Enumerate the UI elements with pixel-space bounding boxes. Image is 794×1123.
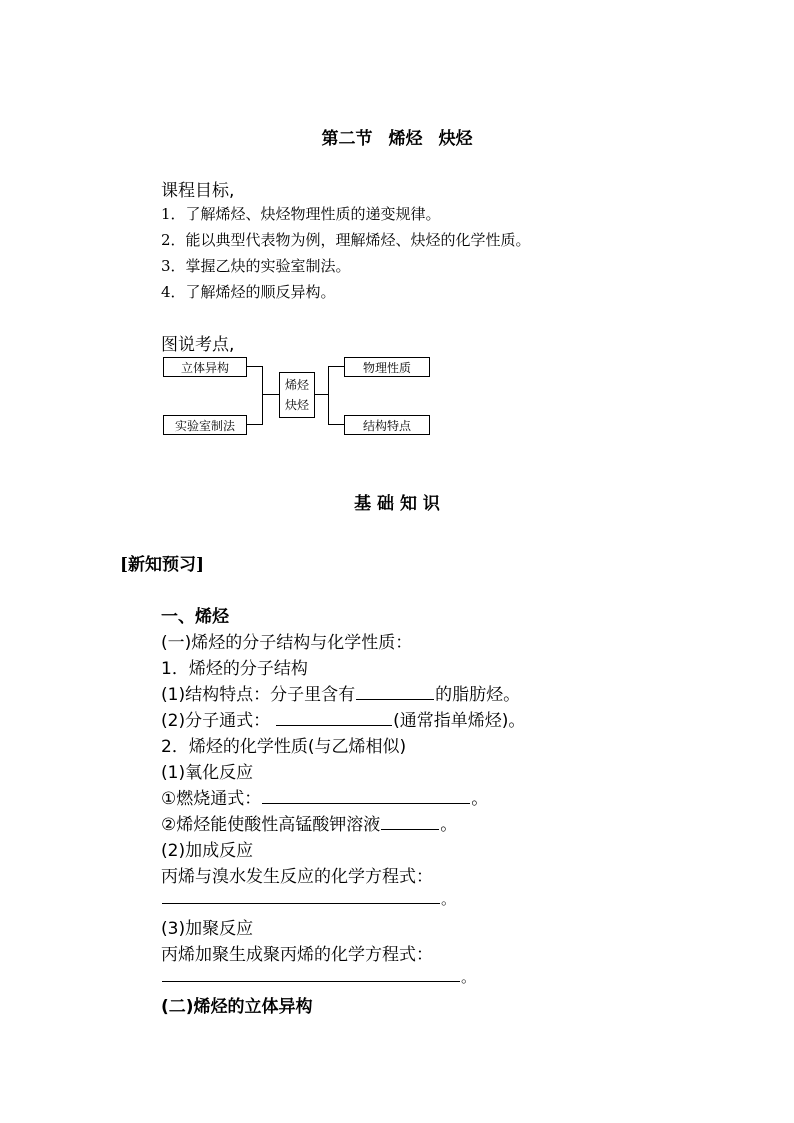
- point-addition: (2)加成反应: [161, 841, 254, 861]
- title-section-number: 第二节: [321, 129, 373, 149]
- box-stereoisomerism: [163, 357, 247, 377]
- preview-label: [新知预习]: [120, 555, 205, 575]
- point-chemical-properties: 2．烯烃的化学性质(与乙烯相似): [161, 737, 407, 757]
- box-label: 立体异构: [180, 360, 229, 375]
- connector-line: [262, 366, 263, 425]
- text-segment: 。: [440, 815, 458, 835]
- text-segment: 。: [471, 789, 489, 809]
- connector-line: [328, 424, 344, 425]
- box-label: 结构特点: [362, 418, 411, 433]
- objective-item: 4．了解烯烃的顺反异构。: [161, 283, 336, 301]
- line-polypropylene: 丙烯加聚生成聚丙烯的化学方程式：: [161, 945, 433, 965]
- box-label: 烯烃: [284, 378, 309, 392]
- section-title: 基 础 知 识: [354, 494, 440, 514]
- text-segment: ①燃烧通式：: [161, 789, 262, 809]
- connector-line: [328, 366, 344, 367]
- title-alkenes: 烯烃: [388, 129, 423, 149]
- line-structural-features: [161, 680, 520, 705]
- page-title: [0, 124, 794, 149]
- text-segment: 。: [441, 890, 457, 908]
- text-segment: (2)分子通式：: [161, 711, 271, 731]
- text-segment: (1)结构特点：分子里含有: [161, 685, 356, 705]
- subheading-structure-properties: (一)烯烃的分子结构与化学性质：: [161, 633, 413, 653]
- text-segment: ②烯烃能使酸性高锰酸钾溶液: [161, 815, 381, 835]
- objective-item: 2．能以典型代表物为例，理解烯烃、炔烃的化学性质。: [161, 231, 531, 249]
- subheading-stereoisomerism: (二)烯烃的立体异构: [161, 997, 313, 1017]
- line-equation-blank-1: [161, 888, 456, 909]
- box-lab-preparation: [163, 415, 247, 435]
- box-structural-features: [344, 415, 430, 435]
- fill-blank[interactable]: [262, 802, 470, 804]
- text-segment: 。: [461, 968, 477, 986]
- line-equation-blank-2: [161, 966, 476, 987]
- fill-blank[interactable]: [162, 902, 440, 904]
- box-label: 实验室制法: [174, 418, 235, 433]
- line-bromine-water: 丙烯与溴水发生反应的化学方程式：: [161, 867, 433, 887]
- fill-blank[interactable]: [162, 980, 460, 982]
- point-polymerization: (3)加聚反应: [161, 919, 254, 939]
- fill-blank[interactable]: [276, 724, 392, 726]
- fill-blank[interactable]: [356, 698, 434, 700]
- text-segment: (通常指单烯烃)。: [393, 711, 526, 731]
- connector-line: [246, 366, 262, 367]
- line-permanganate: [161, 810, 457, 835]
- connector-line: [246, 424, 262, 425]
- objectives-heading: 课程目标,: [161, 181, 235, 201]
- line-combustion-formula: [161, 784, 488, 809]
- fill-blank[interactable]: [381, 828, 439, 830]
- point-oxidation: (1)氧化反应: [161, 763, 254, 783]
- box-physical-properties: [344, 357, 430, 377]
- connector-line: [328, 366, 329, 425]
- diagram-heading: 图说考点,: [161, 335, 235, 355]
- title-alkynes: 炔烃: [438, 129, 473, 149]
- box-alkenes-alkynes: [279, 372, 315, 418]
- heading-alkenes: 一、烯烃: [161, 607, 229, 627]
- connector-line: [314, 394, 328, 395]
- text-segment: 的脂肪烃。: [435, 685, 521, 705]
- point-molecular-structure: 1．烯烃的分子结构: [161, 659, 308, 679]
- connector-line: [262, 394, 279, 395]
- box-label: 炔烃: [284, 398, 309, 412]
- box-label: 物理性质: [362, 360, 411, 375]
- objective-item: 3．掌握乙炔的实验室制法。: [161, 257, 351, 275]
- objective-item: 1．了解烯烃、炔烃物理性质的递变规律。: [161, 205, 441, 223]
- line-general-formula: [161, 706, 525, 731]
